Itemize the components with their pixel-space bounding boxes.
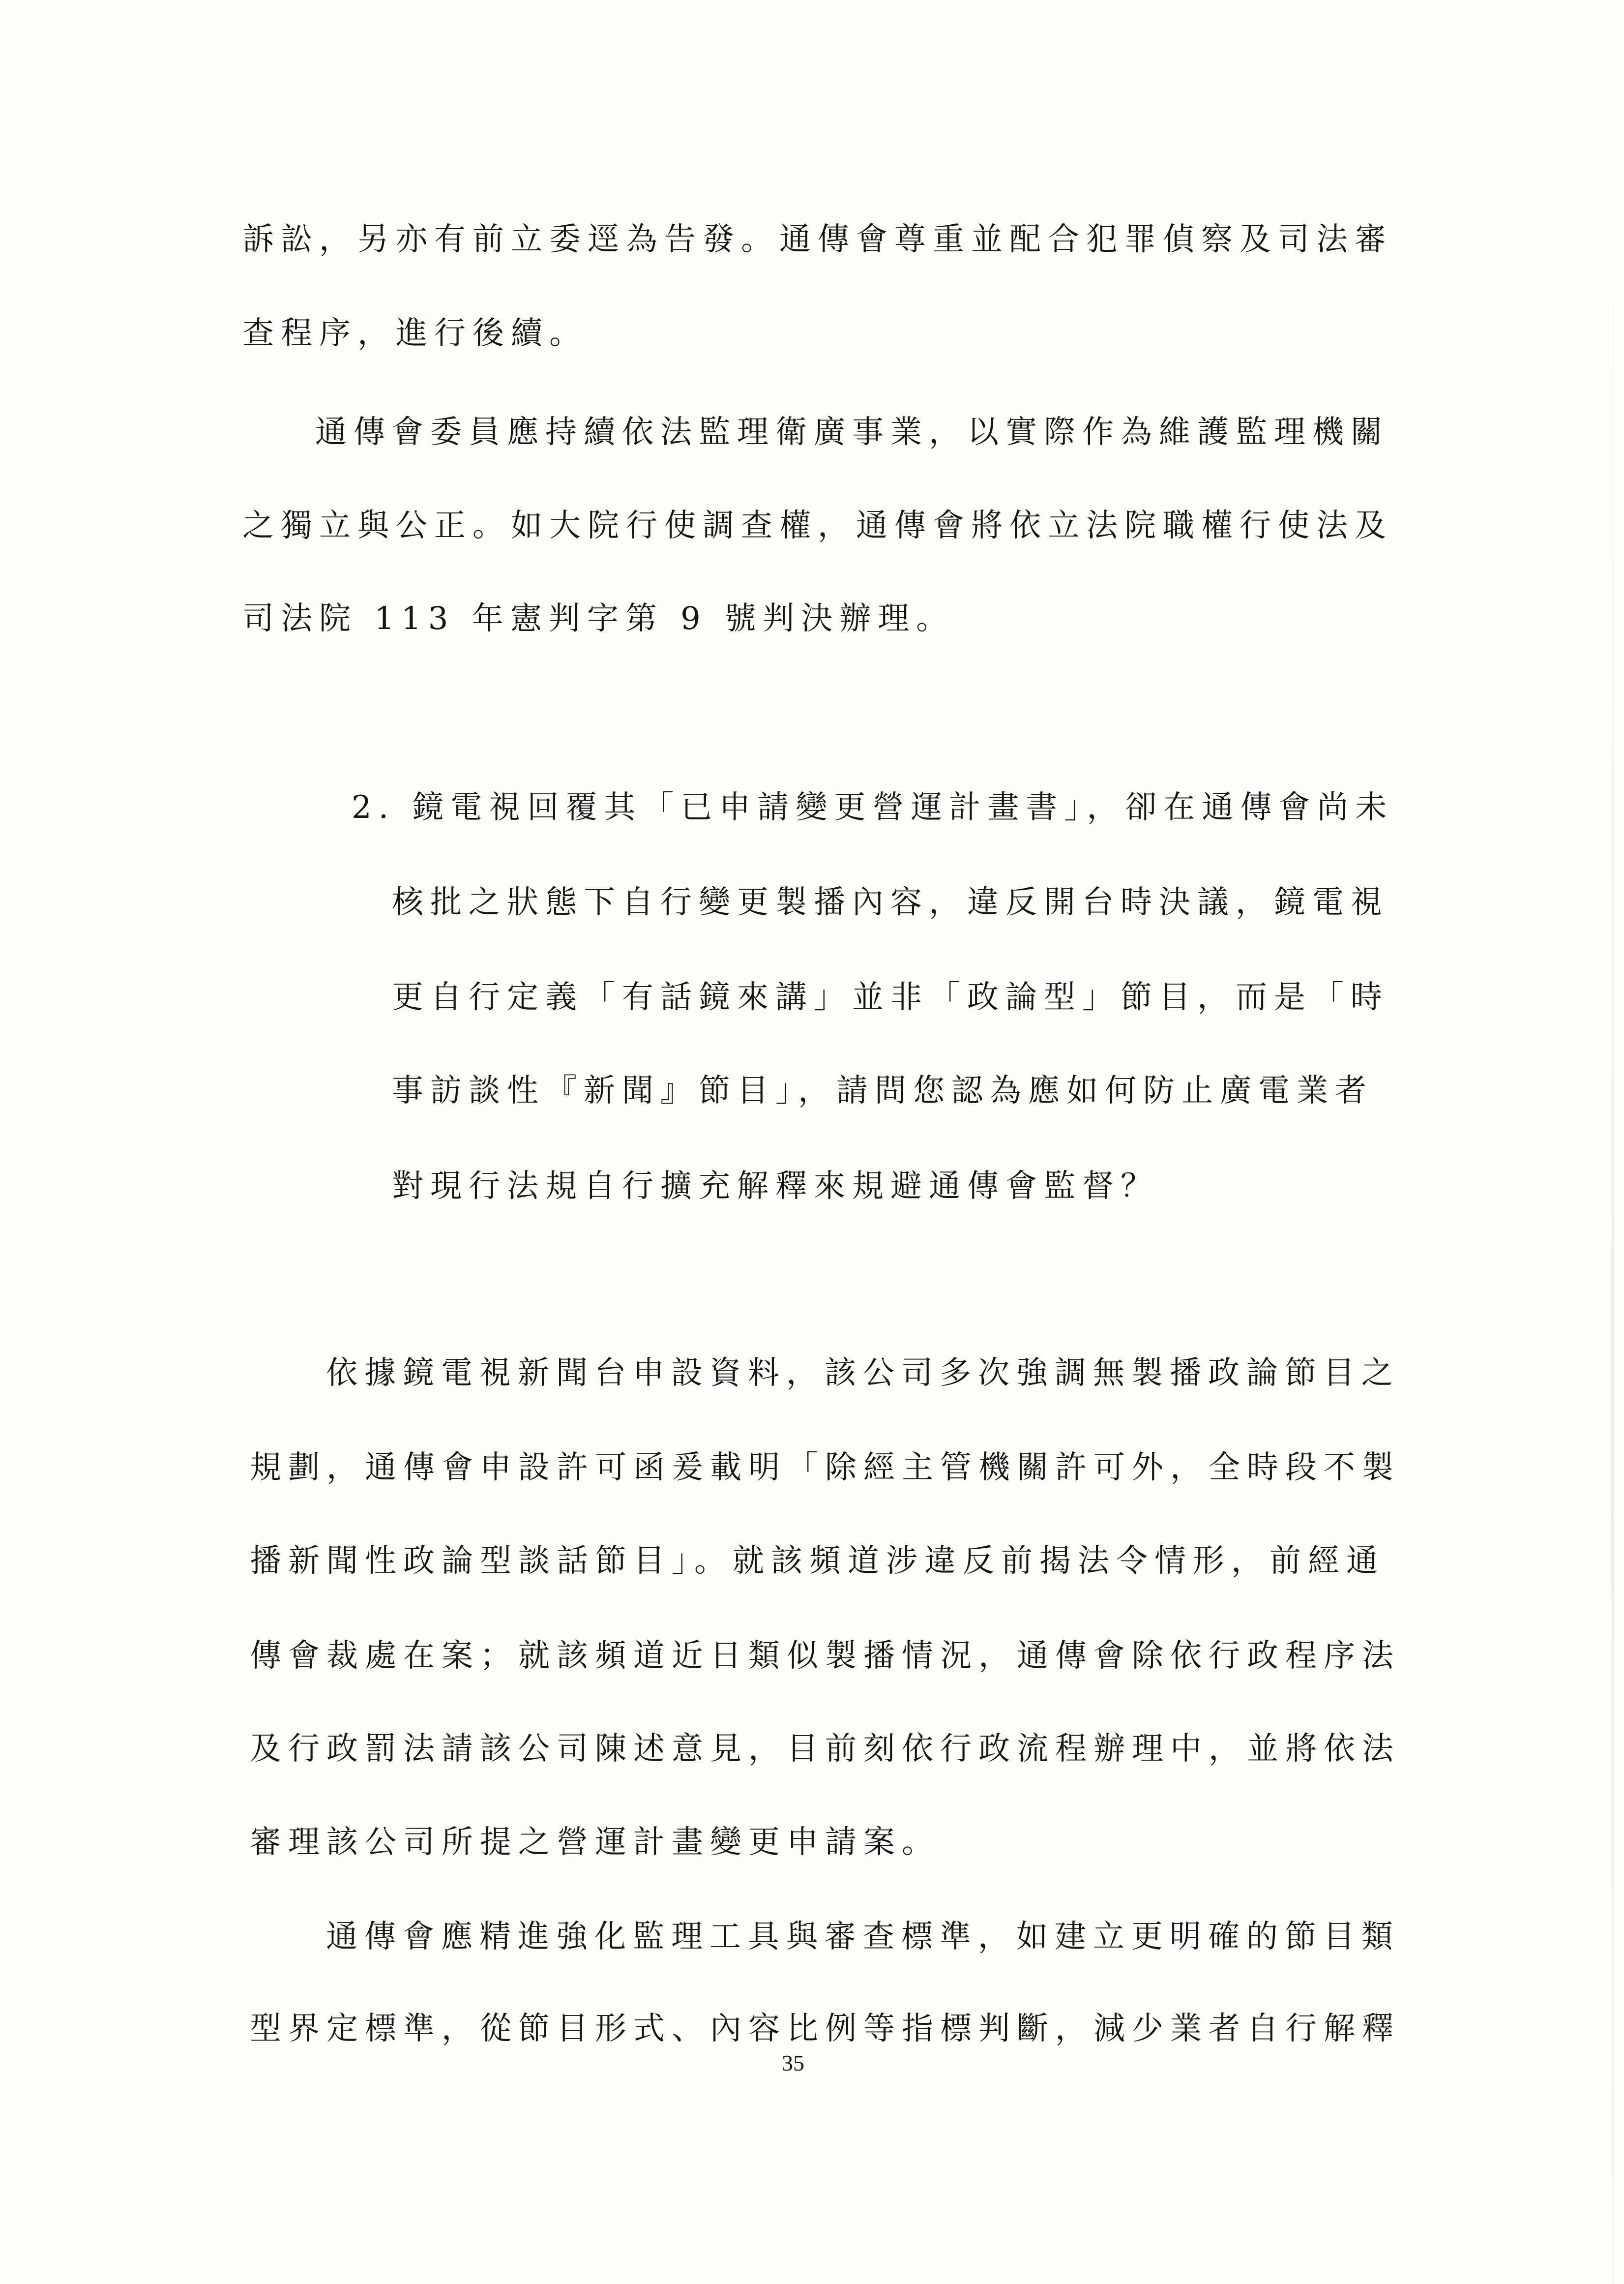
paragraph-2-line-2: 之獨立與公正。如大院行使調查權，通傳會將依立法院職權行使法及 [242, 508, 1393, 544]
question-2-line-4: 事訪談性『新聞』節目」，請問您認為應如何防止廣電業者 [392, 1073, 1373, 1109]
question-2-line-5: 對現行法規自行擴充解釋來規避通傳會監督？ [392, 1168, 1159, 1204]
paragraph-1-line-1: 訴訟，另亦有前立委逕為告發。通傳會尊重並配合犯罪偵察及司法審 [242, 221, 1393, 258]
paragraph-3-line-4: 傳會裁處在案；就該頻道近日類似製播情況，通傳會除依行政程序法 [250, 1638, 1400, 1674]
paragraph-3-line-3: 播新聞性政論型談話節目」。就該頻道涉違反前揭法令情形，前經通 [250, 1543, 1385, 1579]
paragraph-1-line-2: 查程序，進行後續。 [242, 315, 588, 352]
paragraph-3-line-5: 及行政罰法請該公司陳述意見，目前刻依行政流程辦理中，並將依法 [250, 1731, 1400, 1767]
question-2-line-1: 2. 鏡電視回覆其「已申請變更營運計畫書」，卻在通傳會尚未 [352, 789, 1394, 826]
paragraph-4-line-2: 型界定標準，從節目形式、內容比例等指標判斷，減少業者自行解釋 [250, 2011, 1400, 2047]
paragraph-3-line-1: 依據鏡電視新聞台申設資料，該公司多次強調無製播政論節目之 [326, 1355, 1400, 1391]
question-2-line-2: 核批之狀態下自行變更製播內容，違反開台時決議，鏡電視 [392, 884, 1389, 921]
scan-edge [1611, 0, 1614, 2284]
paragraph-2-line-1: 通傳會委員應持續依法監理衛廣事業，以實際作為維護監理機關 [315, 414, 1389, 451]
paragraph-2-line-3: 司法院 113 年憲判字第 9 號判決辦理。 [242, 601, 955, 637]
question-2-line-3: 更自行定義「有話鏡來講」並非「政論型」節目，而是「時 [392, 979, 1389, 1016]
paragraph-3-line-6: 審理該公司所提之營運計畫變更申請案。 [250, 1824, 940, 1861]
paragraph-3-line-2: 規劃，通傳會申設許可函爰載明「除經主管機關許可外，全時段不製 [250, 1449, 1400, 1486]
page-number: 35 [782, 2050, 804, 2075]
paragraph-4-line-1: 通傳會應精進強化監理工具與審查標準，如建立更明確的節目類 [326, 1919, 1400, 1955]
